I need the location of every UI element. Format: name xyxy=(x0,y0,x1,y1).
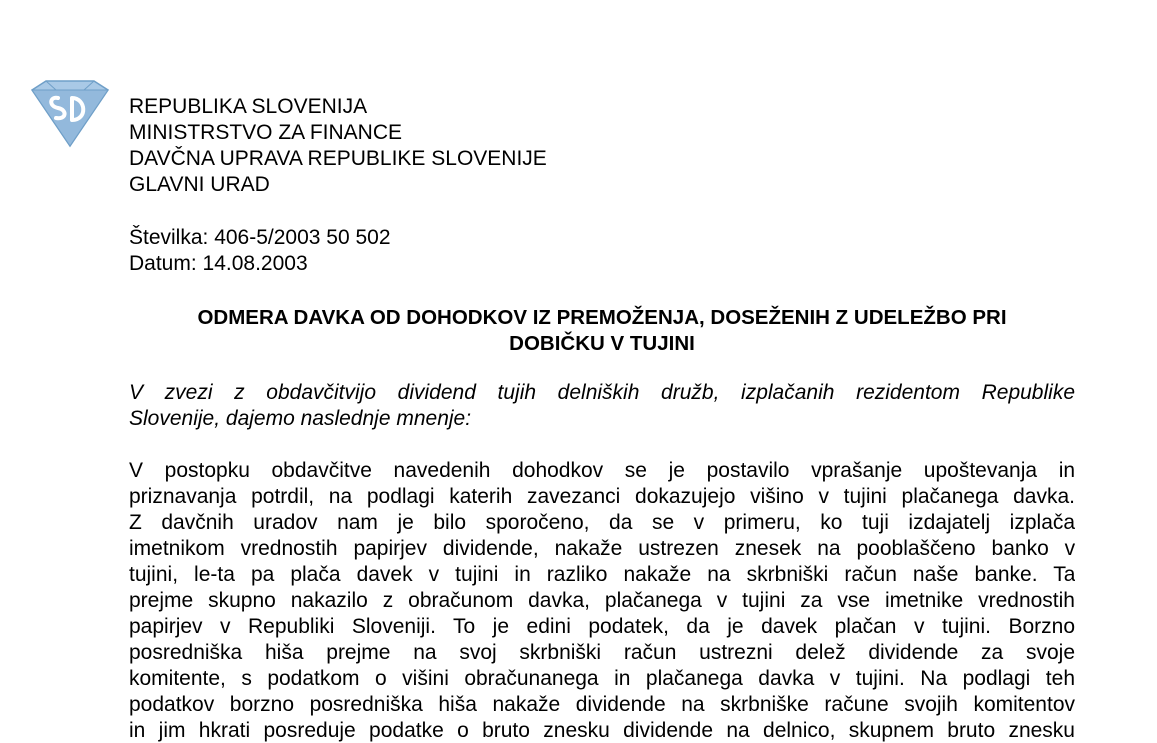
issuer-header xyxy=(129,94,547,198)
body-line: komitente, s podatkom o višini obračunanega in plačanega davka v tujini. Na podlagi teh xyxy=(129,667,1075,690)
body-line: tujini, le-ta pa plača davek v tujini in razliko nakaže na skrbniški račun naše banke. Ta xyxy=(129,563,1075,586)
body-line: priznavanja potrdil, na podlagi katerih zavezanci dokazujejo višino v tujini plačanega davka. xyxy=(129,485,1075,508)
body-line: prejme skupno nakazilo z obračunom davka, plačanega v tujini za vse imetnike vrednostih xyxy=(129,589,1075,612)
header-line-republic: REPUBLIKA SLOVENIJA xyxy=(129,95,368,118)
intro-paragraph xyxy=(129,380,1075,432)
body-line: Z davčnih uradov nam je bilo sporočeno, da se v primeru, ko tuji izdajatelj izplača xyxy=(129,511,1075,534)
header-line-head-office: GLAVNI URAD xyxy=(129,173,270,196)
document-title-line-1: ODMERA DAVKA OD DOHODKOV IZ PREMOŽENJA, DOSEŽENIH Z UDELEŽBO PRI xyxy=(197,306,1007,329)
body-line: podatkov borzno posredniška hiša nakaže dividende na skrbniške račune svojih komitentov xyxy=(129,693,1075,716)
document-date: Datum: 14.08.2003 xyxy=(129,252,308,275)
document-number: Številka: 406-5/2003 50 502 xyxy=(129,226,391,249)
body-line: imetnikom vrednostih papirjev dividende, nakaže ustrezen znesek na pooblaščeno banko v xyxy=(129,537,1075,560)
body-line: papirjev v Republiki Sloveniji. To je edini podatek, da je davek plačan v tujini. Borzno xyxy=(129,615,1075,638)
body-line: V postopku obdavčitve navedenih dohodkov se je postavilo vprašanje upoštevanja in xyxy=(129,459,1075,482)
body-line: posredniška hiša prejme na svoj skrbniški račun ustrezni delež dividende za svoje xyxy=(129,641,1075,664)
tax-administration-logo-icon xyxy=(28,78,112,148)
intro-line: V zvezi z obdavčitvijo dividend tujih delniških družb, izplačanih rezidentom Republike xyxy=(129,381,1075,404)
body-paragraph xyxy=(129,458,1075,743)
header-line-tax-administration: DAVČNA UPRAVA REPUBLIKE SLOVENIJE xyxy=(129,147,547,170)
intro-line: Slovenije, dajemo naslednje mnenje: xyxy=(129,407,472,430)
document-reference xyxy=(129,225,391,277)
document-body xyxy=(129,380,1075,743)
header-line-ministry: MINISTRSTVO ZA FINANCE xyxy=(129,121,403,144)
document-title xyxy=(129,305,1075,357)
body-line: in jim hkrati posreduje podatke o bruto znesku dividende na delnico, skupnem bruto znesku xyxy=(129,719,1075,742)
document-title-line-2: DOBIČKU V TUJINI xyxy=(509,332,695,355)
